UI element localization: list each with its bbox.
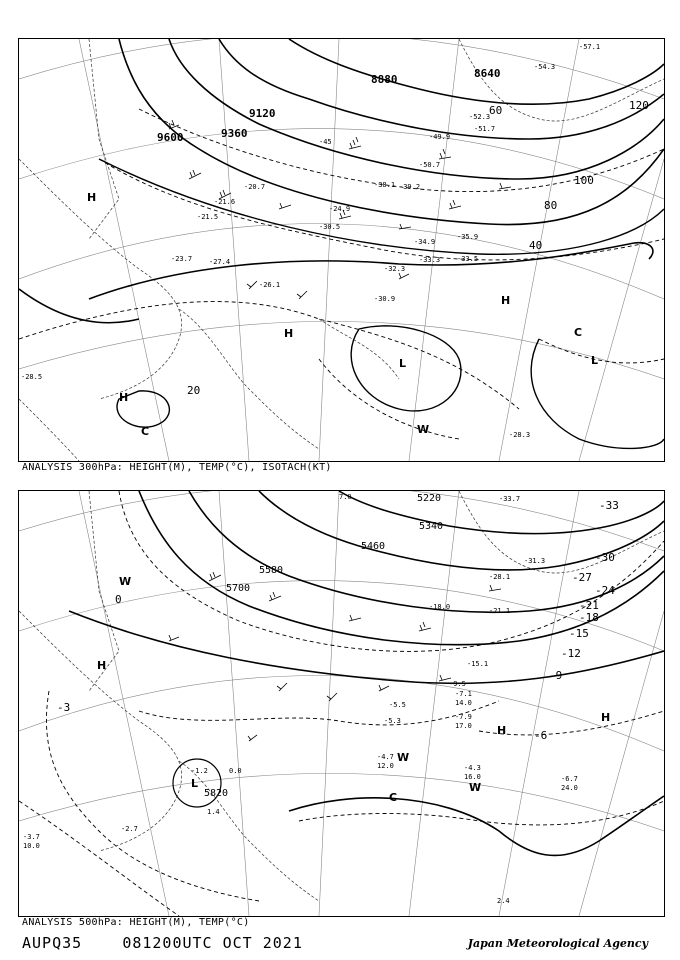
isotach-label: 40 [529,239,543,252]
low-pressure-marker: L [591,354,599,367]
temperature-contours [19,109,664,439]
temp-label: -23.7 [171,255,193,263]
pressure-systems [97,575,610,804]
temp-label: 2.4 [497,897,510,905]
height-contours [19,39,664,323]
temp-label: 7.0 [339,493,352,501]
temp-label: -3.7 [23,833,40,841]
temp-label: 17.0 [455,722,472,730]
temp-label: -28.3 [509,431,531,439]
temp-label: -4.7 [377,753,394,761]
temp-label: -9.5 [449,680,466,688]
low-pressure-marker: L [191,777,199,790]
temp-label: -33.3 [419,256,441,264]
temp-label: -32.3 [384,265,406,273]
temp-label: -38.1 [374,181,396,189]
isotach-lines [99,159,664,448]
temp-label: 1.4 [207,808,220,816]
panel-caption-300hpa: ANALYSIS 300hPa: HEIGHT(M), TEMP(°C), ISOTACH(KT) [22,462,332,473]
temp-label: -33.7 [499,495,521,503]
temp-label: -20.7 [244,183,266,191]
temp-contour-label: -3 [57,701,71,714]
high-pressure-marker: H [87,191,97,204]
temp-label: -52.3 [469,113,491,121]
warm-center-marker: W [119,575,132,588]
temp-label: -7.1 [455,690,472,698]
temp-label: -18.0 [429,603,451,611]
wind-barbs [169,572,501,741]
temp-label: -39.2 [399,183,421,191]
cold-center-marker: C [389,791,398,804]
temp-contour-label: 0 [115,593,122,606]
temp-label: 16.0 [464,773,481,781]
height-label: 5580 [259,565,284,576]
agency-name: Japan Meteorological Agency [467,937,648,950]
temp-label: 24.0 [561,784,578,792]
cold-center-marker: C [574,326,583,339]
high-pressure-marker: H [119,391,129,404]
temp-label: -45 [319,138,332,146]
temp-contour-label: -24 [595,584,615,597]
temp-label: 12.0 [377,762,394,770]
temp-label: -33.5 [457,255,479,263]
temp-label: -7.9 [455,713,472,721]
isotach-label: 80 [544,199,558,212]
warm-center-marker: W [469,781,482,794]
temp-contour-label: -33 [599,499,619,512]
high-pressure-marker: H [97,659,107,672]
pressure-systems [87,191,598,438]
analysis-500hpa-panel [18,490,665,917]
temp-label: -21.5 [197,213,219,221]
high-pressure-marker: H [284,327,294,340]
map-500hpa [19,491,664,916]
temp-label: -5.5 [389,701,406,709]
height-label: 5700 [226,583,251,594]
height-label: 5820 [204,788,229,799]
temp-label: -15.1 [467,660,489,668]
height-label: 5220 [417,493,442,504]
high-pressure-marker: H [497,724,507,737]
temp-label: -28.1 [489,573,511,581]
temp-label: -54.3 [534,63,556,71]
analysis-datetime: 081200UTC OCT 2021 [122,934,303,952]
temp-label: -49.9 [429,133,451,141]
height-label: 9120 [249,107,276,120]
graticule [19,491,664,916]
temp-label: -28.5 [21,373,43,381]
temp-contour-label: -30 [595,551,615,564]
temp-label: -35.9 [457,233,479,241]
isotach-label: 100 [574,174,594,187]
temp-label: -21.6 [214,198,236,206]
isotach-label: 60 [489,104,503,117]
temp-contour-label: -15 [569,627,589,640]
temp-label: 14.0 [455,699,472,707]
temp-label: -6.7 [561,775,578,783]
height-label: 9360 [221,127,248,140]
warm-center-marker: W [417,423,430,436]
temp-label: -50.7 [419,161,441,169]
high-pressure-marker: H [601,711,611,724]
temp-label: -51.7 [474,125,496,133]
temp-label: -5.3 [384,717,401,725]
low-pressure-marker: L [399,357,407,370]
temp-label: -4.3 [464,764,481,772]
height-label: 5460 [361,541,386,552]
temp-label: -57.1 [579,43,601,51]
temp-label: -34.9 [414,238,436,246]
height-label: 8880 [371,73,398,86]
temp-contour-label: -6 [534,729,548,742]
panel-caption-500hpa: ANALYSIS 500hPa: HEIGHT(M), TEMP(°C) [22,917,250,928]
height-label: 5340 [419,521,444,532]
temp-label: -21.1 [489,607,511,615]
warm-center-marker: W [397,751,410,764]
bulletin-header [22,934,303,952]
temp-label: -30.5 [319,223,341,231]
isotach-label: 120 [629,99,649,112]
bulletin-code: AUPQ35 [22,934,83,952]
temp-contour-label: -18 [579,611,599,624]
temperature-labels [23,493,578,905]
height-label: 9600 [157,131,184,144]
temp-label: -30.9 [374,295,396,303]
temp-label: -31.3 [524,557,546,565]
temp-label: -26.1 [259,281,281,289]
cold-center-marker: C [141,425,150,438]
analysis-300hpa-panel [18,38,665,462]
temp-contour-label: -27 [572,571,592,584]
map-300hpa [19,39,664,461]
isotach-label: 20 [187,384,201,397]
temp-label: 10.0 [23,842,40,850]
temp-contour-label: -21 [579,599,599,612]
height-label: 8640 [474,67,501,80]
temp-label: -27.4 [209,258,231,266]
high-pressure-marker: H [501,294,511,307]
temp-contour-label: -9 [549,669,563,682]
temp-label: 0.0 [229,767,242,775]
temp-label: -2.7 [121,825,138,833]
temperature-labels [21,43,600,439]
temp-contour-label: -12 [561,647,581,660]
temp-label: -1.2 [191,767,208,775]
temp-label: -24.9 [329,205,351,213]
isotach-labels [187,99,649,397]
